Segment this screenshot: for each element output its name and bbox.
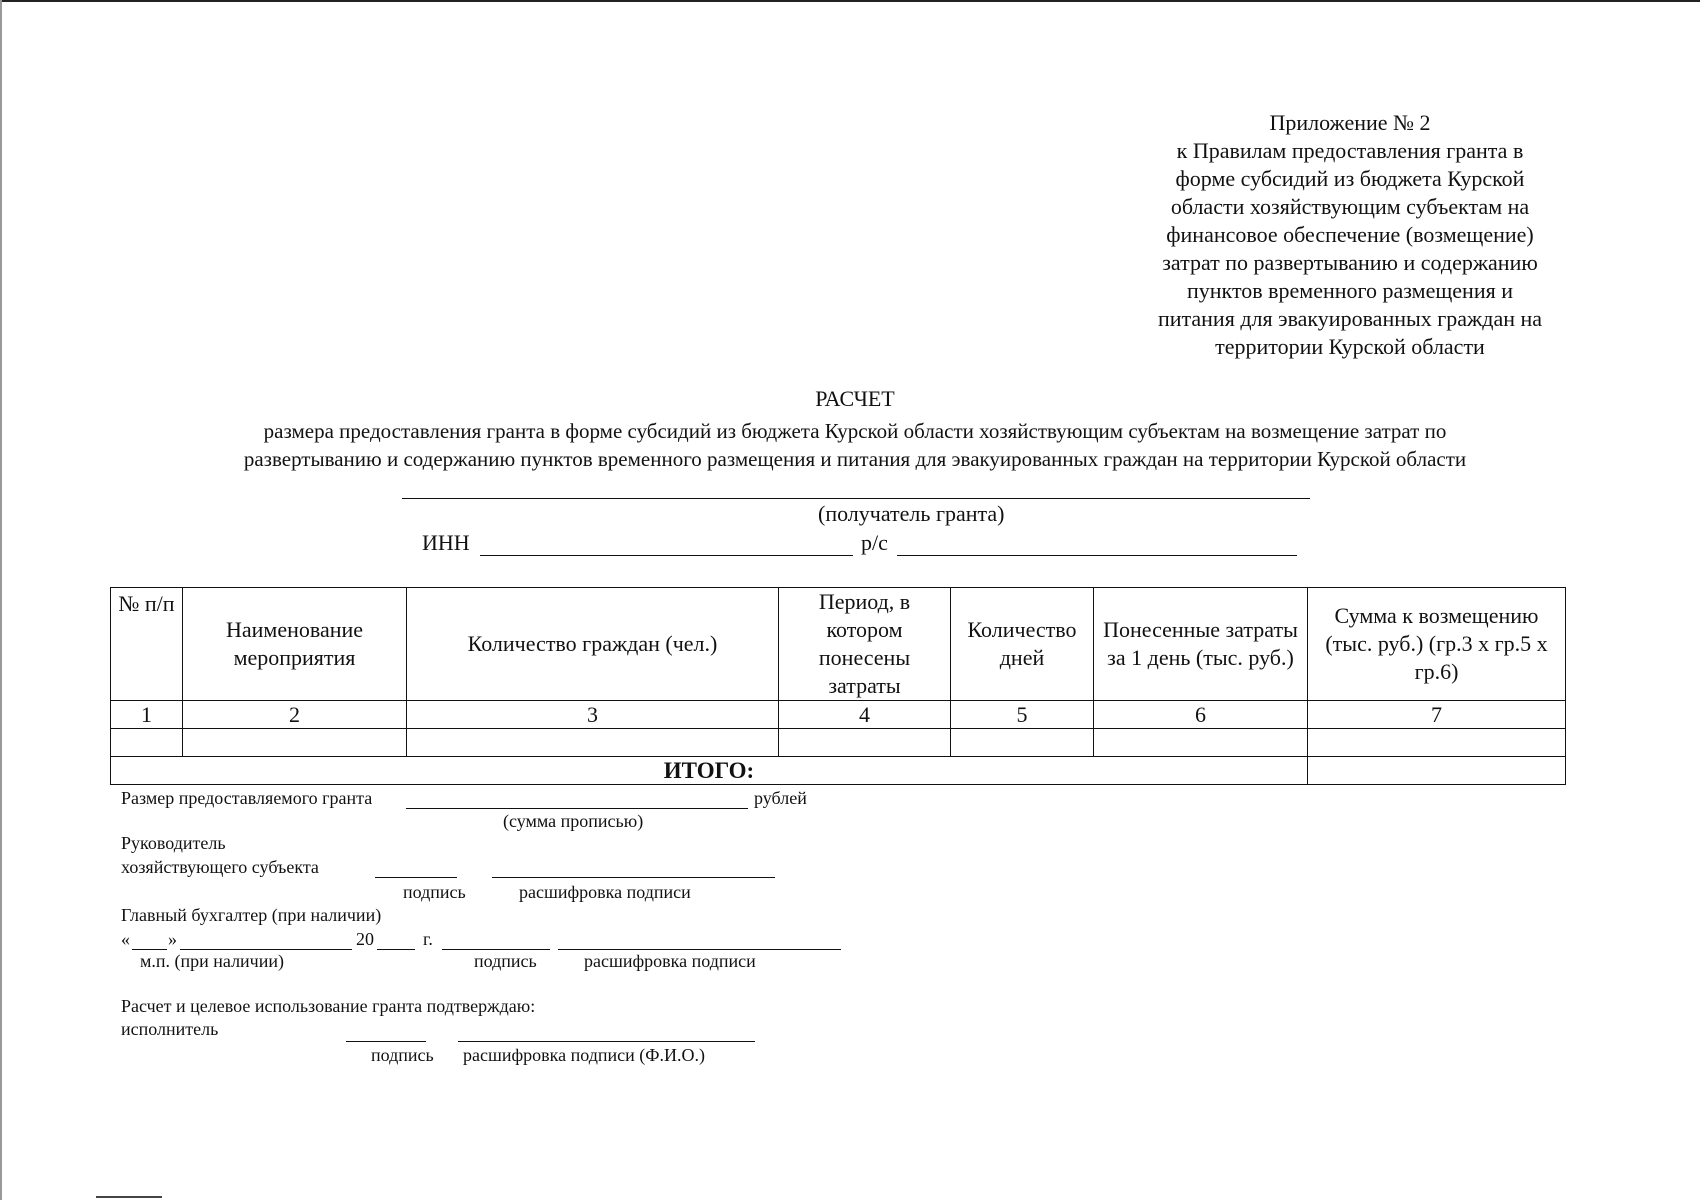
head-signature-decoding-line[interactable] bbox=[492, 877, 775, 878]
accountant-signature-decoding-line[interactable] bbox=[558, 949, 841, 950]
chief-accountant-label: Главный бухгалтер (при наличии) bbox=[121, 905, 382, 925]
appendix-line: пунктов временного размещения и bbox=[1187, 278, 1513, 303]
header-cell-days: Количество дней bbox=[951, 588, 1094, 701]
number-cell: 7 bbox=[1308, 701, 1566, 729]
recipient-caption: (получатель гранта) bbox=[818, 501, 1005, 526]
table-row bbox=[111, 729, 1566, 757]
date-open-quote: « bbox=[121, 929, 130, 949]
grant-size-label: Размер предоставляемого гранта bbox=[121, 788, 373, 808]
date-year-line[interactable] bbox=[377, 949, 415, 950]
date-month-line[interactable] bbox=[180, 949, 352, 950]
appendix-line: территории Курской области bbox=[1215, 334, 1485, 359]
total-label: ИТОГО: bbox=[111, 757, 1308, 785]
head-label-line-2: хозяйствующего субъекта bbox=[121, 857, 319, 877]
number-cell: 5 bbox=[951, 701, 1094, 729]
accountant-signature-caption: подпись bbox=[474, 951, 537, 971]
executor-signature-decoding-line[interactable] bbox=[458, 1041, 755, 1042]
document-title: РАСЧЕТ bbox=[815, 386, 895, 411]
document-subtitle bbox=[110, 417, 1600, 473]
inn-label: ИНН bbox=[422, 530, 470, 555]
table-cell[interactable] bbox=[1308, 729, 1566, 757]
calculation-table bbox=[110, 587, 1566, 785]
recipient-field-line[interactable] bbox=[402, 498, 1310, 499]
table-cell[interactable] bbox=[951, 729, 1094, 757]
header-cell-citizens: Количество граждан (чел.) bbox=[407, 588, 779, 701]
subtitle-line-2: развертыванию и содержанию пунктов временного размещения и питания для эвакуированных граждан на территории Курской области bbox=[243, 447, 1467, 471]
appendix-line: затрат по развертыванию и содержанию bbox=[1162, 250, 1538, 275]
table-cell[interactable] bbox=[407, 729, 779, 757]
number-cell: 2 bbox=[183, 701, 407, 729]
table-cell[interactable] bbox=[183, 729, 407, 757]
appendix-line: области хозяйствующим субъектам на bbox=[1170, 194, 1530, 219]
year-prefix: 20 bbox=[356, 929, 374, 949]
table-cell[interactable] bbox=[111, 729, 183, 757]
head-signature-decoding-caption: расшифровка подписи bbox=[519, 882, 691, 902]
scan-border-top bbox=[0, 0, 1700, 2]
in-words-caption: (сумма прописью) bbox=[503, 811, 644, 831]
scan-border-left bbox=[0, 0, 2, 1200]
appendix-line: к Правилам предоставления гранта в bbox=[1176, 138, 1524, 163]
header-cell-reimbursement: Сумма к возмещению (тыс. руб.) (гр.3 х гр.5 х гр.6) bbox=[1308, 588, 1566, 701]
appendix-block bbox=[1130, 109, 1570, 361]
date-close-quote: » bbox=[168, 929, 177, 949]
grant-size-field-line[interactable] bbox=[406, 808, 748, 809]
accountant-signature-line[interactable] bbox=[442, 949, 550, 950]
appendix-line: финансовое обеспечение (возмещение) bbox=[1166, 222, 1534, 247]
appendix-line: форме субсидий из бюджета Курской bbox=[1175, 166, 1525, 191]
table-header-row bbox=[111, 588, 1566, 701]
executor-label: исполнитель bbox=[121, 1019, 219, 1039]
confirm-label: Расчет и целевое использование гранта подтверждаю: bbox=[121, 996, 536, 1016]
date-day-line[interactable] bbox=[132, 949, 167, 950]
number-cell: 6 bbox=[1094, 701, 1308, 729]
header-cell-daily-costs: Понесенные затраты за 1 день (тыс. руб.) bbox=[1094, 588, 1308, 701]
account-field-line[interactable] bbox=[897, 555, 1297, 556]
accountant-signature-decoding-caption: расшифровка подписи bbox=[584, 951, 756, 971]
header-cell-period: Период, в котором понесены затраты bbox=[779, 588, 951, 701]
number-cell: 4 bbox=[779, 701, 951, 729]
rubles-label: рублей bbox=[754, 788, 807, 808]
year-suffix: г. bbox=[423, 929, 433, 949]
header-cell-name: Наименование мероприятия bbox=[183, 588, 407, 701]
head-label-line-1: Руководитель bbox=[121, 833, 226, 853]
executor-signature-caption: подпись bbox=[371, 1045, 434, 1065]
appendix-line: Приложение № 2 bbox=[1269, 110, 1431, 135]
head-signature-line[interactable] bbox=[375, 877, 457, 878]
stamp-caption: м.п. (при наличии) bbox=[140, 951, 284, 971]
executor-signature-line[interactable] bbox=[346, 1041, 426, 1042]
scan-mark bbox=[96, 1196, 162, 1198]
subtitle-line-1: размера предоставления гранта в форме субсидий из бюджета Курской области хозяйствующим субъектам на возмещение затрат по bbox=[263, 419, 1447, 443]
account-label: р/с bbox=[861, 530, 888, 555]
head-signature-caption: подпись bbox=[403, 882, 466, 902]
table-cell[interactable] bbox=[779, 729, 951, 757]
table-total-row bbox=[111, 757, 1566, 785]
number-cell: 3 bbox=[407, 701, 779, 729]
table-number-row bbox=[111, 701, 1566, 729]
appendix-line: питания для эвакуированных граждан на bbox=[1157, 306, 1543, 331]
number-cell: 1 bbox=[111, 701, 183, 729]
total-value-cell[interactable] bbox=[1308, 757, 1566, 785]
inn-field-line[interactable] bbox=[480, 555, 853, 556]
table-cell[interactable] bbox=[1094, 729, 1308, 757]
executor-signature-decoding-caption: расшифровка подписи (Ф.И.О.) bbox=[463, 1045, 705, 1065]
header-cell-number: № п/п bbox=[111, 588, 183, 701]
